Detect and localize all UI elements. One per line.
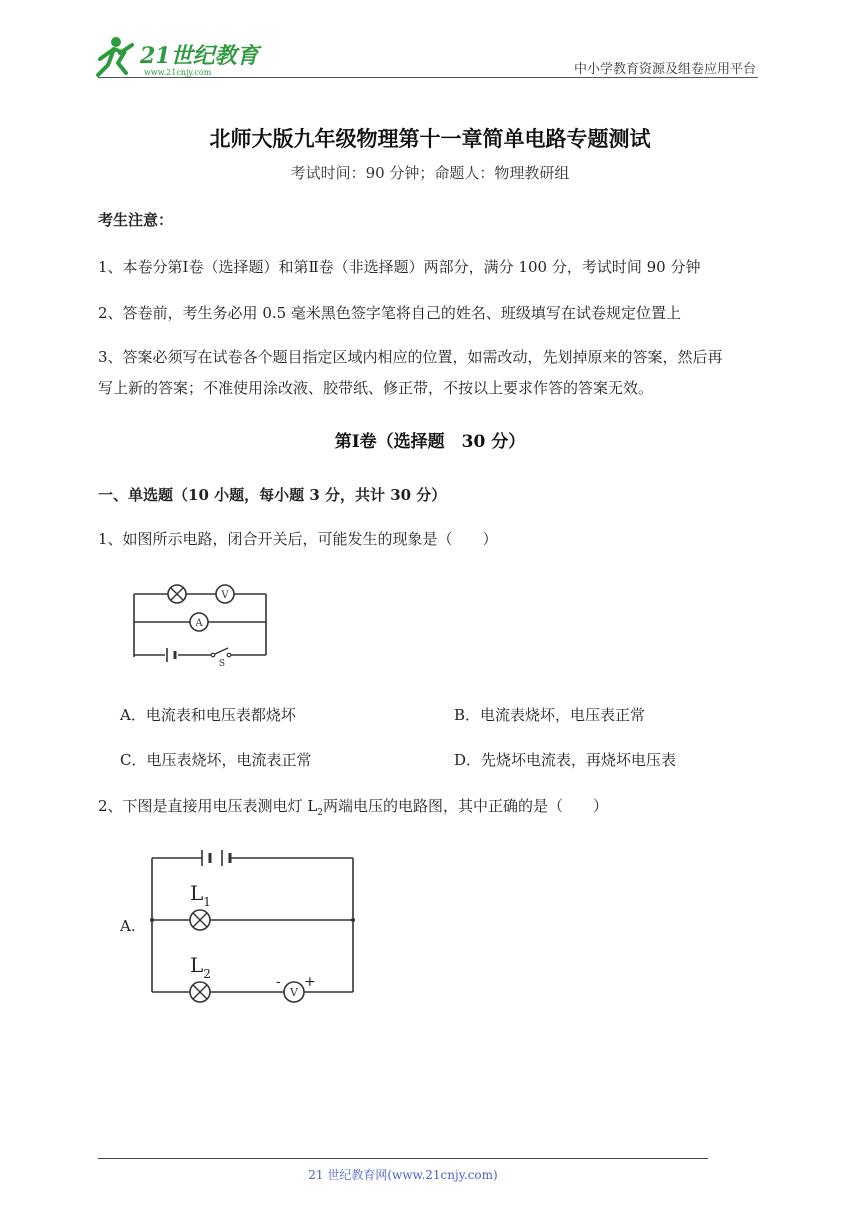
- notice-heading: 考生注意：: [98, 211, 174, 229]
- page-title: 北师大版九年级物理第十一章简单电路专题测试: [209, 126, 651, 151]
- notice-item-3: 3、答案必须写在试卷各个题目指定区域内相应的位置，如需改动，先划掉原来的答案，然后再: [98, 348, 723, 366]
- notice-item-3-cont: 写上新的答案；不准使用涂改液、胶带纸、修正带，不按以上要求作答的答案无效。: [98, 379, 654, 397]
- header-divider: [98, 77, 758, 78]
- logo-url: www.21cnjy.com: [144, 68, 212, 77]
- voltmeter-icon: [216, 585, 234, 603]
- footer-text: 21 世纪教育网(www.21cnjy.com): [308, 1168, 498, 1182]
- lamp-l1-label: $L_1$: [190, 881, 211, 909]
- battery-icon: [202, 850, 230, 866]
- svg-text:V: V: [290, 986, 298, 999]
- notice-item-1: 1、本卷分第Ⅰ卷（选择题）和第Ⅱ卷（非选择题）两部分，满分 100 分，考试时间 90 分钟: [98, 258, 701, 276]
- site-logo: [92, 33, 262, 83]
- q1-option-d[interactable]: D．先烧坏电流表，再烧坏电压表: [454, 751, 677, 769]
- svg-text:V: V: [221, 590, 229, 601]
- footer-divider: [98, 1158, 708, 1159]
- q1-circuit-diagram: [125, 578, 275, 668]
- q2-option-a[interactable]: A.: [120, 917, 136, 935]
- q1-option-c[interactable]: C．电压表烧坏，电流表正常: [120, 751, 312, 769]
- q1-stem: 1、如图所示电路，闭合开关后，可能发生的现象是（ ）: [98, 530, 498, 548]
- svg-text:S: S: [218, 659, 226, 668]
- svg-text:A: A: [195, 618, 203, 629]
- exam-info: 考试时间：90 分钟；命题人：物理教研组: [290, 164, 570, 182]
- q1-option-b[interactable]: B．电流表烧坏，电压表正常: [454, 706, 646, 724]
- runner-icon: [98, 37, 132, 75]
- lamp-l2-icon: [190, 982, 210, 1002]
- q2-circuit-diagram-a: [140, 840, 365, 1010]
- lamp-l2-label: $L_2$: [190, 953, 211, 981]
- q2-stem: 2、下图是直接用电压表测电灯 $L_2$两端电压的电路图，其中正确的是（ ）: [98, 797, 609, 818]
- lamp-l1-icon: [190, 910, 210, 930]
- voltmeter-plus: +: [304, 974, 316, 990]
- lamp-icon: [168, 585, 186, 603]
- q1-option-a[interactable]: A．电流表和电压表都烧坏: [120, 706, 296, 724]
- platform-name: 中小学教育资源及组卷应用平台: [573, 62, 756, 77]
- switch-icon: [211, 648, 231, 668]
- section-title: 一、单选题（10 小题，每小题 3 分，共计 30 分）: [98, 486, 447, 504]
- logo-text: 21世纪教育: [140, 43, 259, 69]
- battery-icon: [167, 648, 175, 662]
- part-title: 第Ⅰ卷（选择题 30 分）: [334, 432, 526, 452]
- notice-item-2: 2、答卷前，考生务必用 0.5 毫米黑色签字笔将自己的姓名、班级填写在试卷规定位置上: [98, 304, 681, 322]
- ammeter-icon: [190, 613, 208, 631]
- voltmeter-minus: -: [276, 974, 281, 990]
- voltmeter-icon: [284, 982, 304, 1002]
